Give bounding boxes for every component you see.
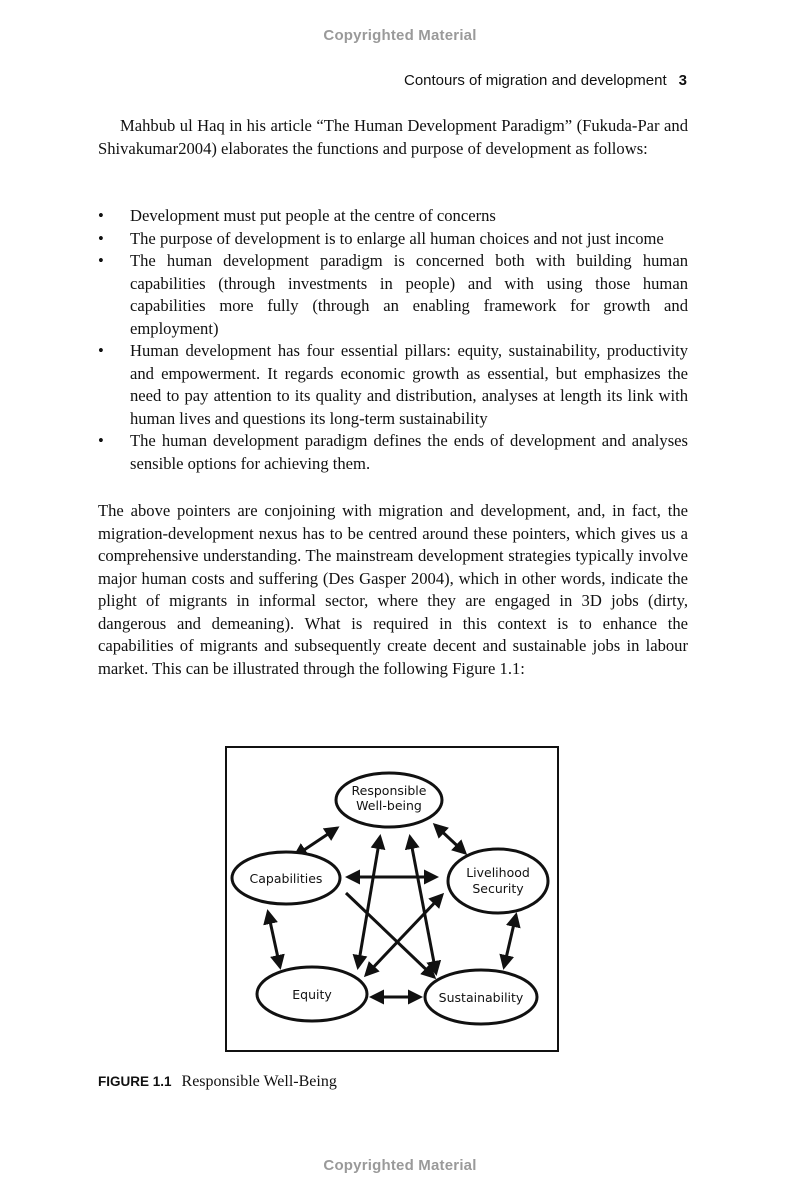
page-number: 3: [678, 72, 687, 89]
node-label: Sustainability: [438, 990, 524, 1005]
figure-diagram: [224, 745, 560, 1053]
bullet-marker: •: [98, 206, 104, 225]
running-header: [404, 72, 687, 89]
node-responsible-well-being: [336, 773, 442, 827]
node-label: Responsible: [351, 783, 427, 798]
node-equity: [257, 967, 367, 1021]
arrow-responsible-livelihood: [435, 825, 465, 853]
diagram-svg: [224, 745, 560, 1053]
bullet-item: [98, 228, 688, 251]
bullet-item: [98, 430, 688, 475]
intro-paragraph: Mahbub ul Haq in his article “The Human Development Paradigm” (Fukuda-Par and Shivakumar2004) elaborates the functions and purpose of development as follows:: [98, 116, 688, 158]
bullet-text: Human development has four essential pillars: equity, sustainability, productivity and empowerment. It regards economic growth as essential, but emphasizes the need to pay attention to its quality and distribution, analyses at length its link with human lives and questions its long-term sustainability: [130, 341, 688, 428]
bullet-text: The purpose of development is to enlarge all human choices and not just income: [130, 228, 664, 248]
bullet-marker: •: [98, 431, 104, 450]
bullet-item: [98, 340, 688, 430]
node-livelihood-security: [448, 849, 548, 913]
arrow-livelihood-equity: [366, 895, 442, 975]
node-label: Security: [472, 881, 524, 896]
running-title: Contours of migration and development: [404, 72, 667, 89]
bullet-text: The human development paradigm is concerned both with building human capabilities (through investments in people) and with using those human capabilities more fully (through an enabling framework for growth and employment): [130, 251, 688, 338]
bullet-item: [98, 250, 688, 340]
figure-label: FIGURE 1.1: [98, 1074, 172, 1089]
bullet-text: Development must put people at the centre of concerns: [130, 206, 496, 225]
bullet-item: [98, 205, 688, 228]
bullet-marker: •: [98, 228, 104, 248]
node-label: Well-being: [356, 798, 422, 813]
node-label: Equity: [292, 987, 332, 1002]
body-paragraph: The above pointers are conjoining with migration and development, and, in fact, the migration-development nexus has to be centred around these pointers, which gives us a comprehensive understanding. The mainstream development strategies typically involve major human costs and suffering (Des Gasper 2004), which in other words, indicate the plight of migrants in informal sector, where they are engaged in 3D jobs (dirty, dangerous and demeaning). What is required in this context is to enhance the capabilities of migrants and subsequently create decent and sustainable jobs in labour market. This can be illustrated through the following Figure 1.1:: [98, 501, 688, 678]
copyright-watermark-top: Copyrighted Material: [323, 27, 477, 44]
bullet-marker: •: [98, 341, 104, 360]
arrow-responsible-equity: [358, 837, 380, 967]
node-capabilities: [232, 852, 340, 904]
node-label: Capabilities: [249, 871, 323, 886]
node-label: Livelihood: [466, 865, 530, 880]
figure-caption-text: Responsible Well-Being: [181, 1073, 337, 1090]
arrow-capabilities-equity: [268, 912, 280, 967]
node-sustainability: [425, 970, 537, 1024]
bullet-marker: •: [98, 251, 104, 270]
figure-caption: [98, 1073, 337, 1091]
copyright-watermark-bottom: Copyrighted Material: [323, 1157, 477, 1174]
arrow-livelihood-sustainability: [504, 915, 516, 967]
bullet-list: [98, 205, 688, 475]
bullet-text: The human development paradigm defines the ends of development and analyses sensible options for achieving them.: [130, 431, 688, 473]
